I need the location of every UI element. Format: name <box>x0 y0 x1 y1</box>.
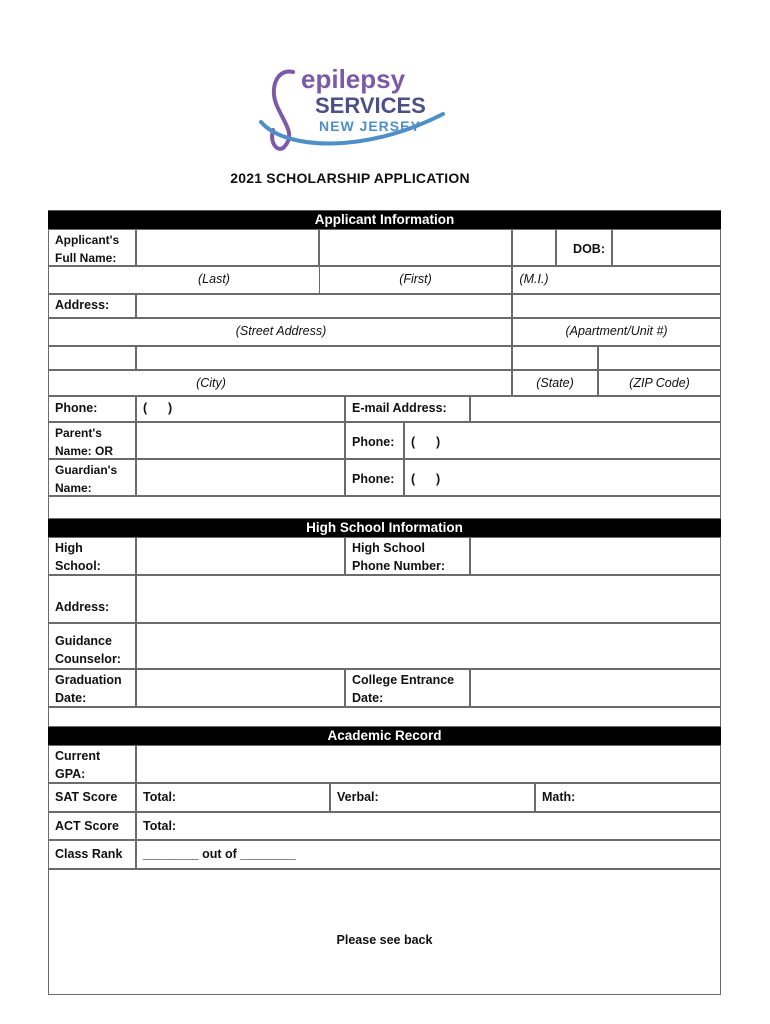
gpa-field[interactable] <box>136 745 721 783</box>
please-see-back-note: Please see back <box>336 933 433 947</box>
first-name-field[interactable] <box>319 229 512 266</box>
first-name-hint: (First) <box>399 272 432 286</box>
college-entrance-field[interactable] <box>470 669 721 707</box>
logo-line3: NEW JERSEY <box>319 118 421 134</box>
graduation-date-field[interactable] <box>136 669 345 707</box>
street-hint: (Street Address) <box>235 324 327 338</box>
dob-field[interactable] <box>612 229 721 266</box>
class-rank-field[interactable]: ________ out of ________ <box>136 840 721 869</box>
guidance-counselor-field[interactable] <box>136 623 721 669</box>
spacer-row-2 <box>48 707 721 727</box>
guardian-name-field[interactable] <box>136 459 345 496</box>
act-total-field[interactable]: Total: <box>136 812 721 840</box>
address-label: Address: <box>48 294 136 318</box>
sat-label: SAT Score <box>48 783 136 812</box>
guardian-phone-label: Phone: <box>345 459 404 496</box>
gpa-label: Current GPA: <box>48 745 136 783</box>
college-entrance-label: College Entrance Date: <box>345 669 470 707</box>
guardian-phone-field[interactable]: ( ) <box>404 459 721 496</box>
high-school-field[interactable] <box>136 537 345 575</box>
parent-phone-label: Phone: <box>345 422 404 459</box>
sat-math-field[interactable]: Math: <box>535 783 721 812</box>
last-name-field[interactable] <box>136 229 319 266</box>
form-title: 2021 SCHOLARSHIP APPLICATION <box>230 170 470 186</box>
logo-line1: epilepsy <box>301 64 406 94</box>
phone-field[interactable]: ( ) <box>136 396 345 422</box>
zip-hint: (ZIP Code) <box>629 376 690 390</box>
section-applicant-information: Applicant Information <box>48 211 721 229</box>
school-address-label: Address: <box>48 575 136 623</box>
guardian-name-label: Guardian's Name: <box>48 459 136 496</box>
phone-label: Phone: <box>48 396 136 422</box>
parent-phone-field[interactable]: ( ) <box>404 422 721 459</box>
graduation-date-label: Graduation Date: <box>48 669 136 707</box>
apartment-field[interactable] <box>512 294 721 318</box>
section-high-school-information: High School Information <box>48 519 721 537</box>
state-field[interactable] <box>512 346 598 370</box>
sat-total-field[interactable]: Total: <box>136 783 330 812</box>
school-address-field[interactable] <box>136 575 721 623</box>
spacer-row-1 <box>48 496 721 519</box>
email-label: E-mail Address: <box>345 396 470 422</box>
last-name-hint: (Last) <box>198 272 230 286</box>
city-hint: (City) <box>196 376 226 390</box>
street-address-field[interactable] <box>136 294 512 318</box>
middle-initial-field[interactable] <box>512 229 556 266</box>
city-field[interactable] <box>136 346 512 370</box>
apartment-hint: (Apartment/Unit #) <box>565 324 668 338</box>
zip-field[interactable] <box>598 346 721 370</box>
high-school-phone-field[interactable] <box>470 537 721 575</box>
dob-label: DOB: <box>556 229 612 266</box>
city-label-blank <box>48 346 136 370</box>
sat-verbal-field[interactable]: Verbal: <box>330 783 535 812</box>
high-school-phone-label: High School Phone Number: <box>345 537 470 575</box>
email-field[interactable] <box>470 396 721 422</box>
section-academic-record: Academic Record <box>48 727 721 745</box>
high-school-label: High School: <box>48 537 136 575</box>
parent-name-label: Parent's Name: OR <box>48 422 136 459</box>
logo-line2: SERVICES <box>315 93 426 118</box>
mi-hint: (M.I.) <box>519 272 549 286</box>
guidance-counselor-label: Guidance Counselor: <box>48 623 136 669</box>
full-name-label: Applicant's Full Name: <box>48 229 136 266</box>
parent-name-field[interactable] <box>136 422 345 459</box>
class-rank-label: Class Rank <box>48 840 136 869</box>
state-hint: (State) <box>536 376 574 390</box>
act-label: ACT Score <box>48 812 136 840</box>
